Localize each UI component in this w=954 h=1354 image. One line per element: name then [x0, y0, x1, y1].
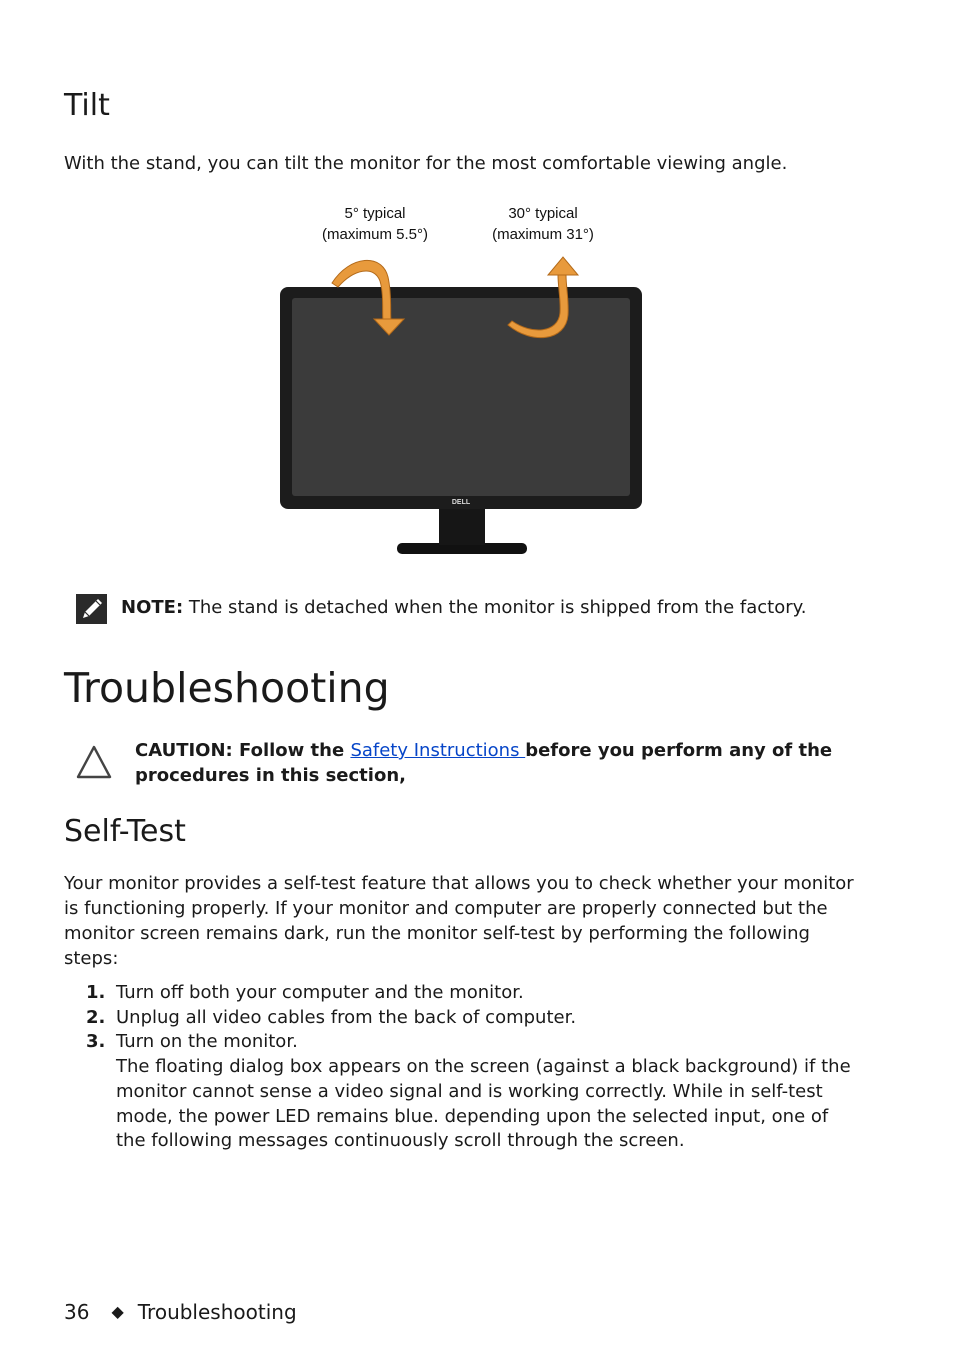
pencil-note-icon — [76, 594, 107, 624]
list-item — [86, 1030, 856, 1154]
page-footer — [64, 1300, 297, 1324]
stand-neck — [439, 505, 485, 545]
step-text: Turn off both your computer and the monitor. — [116, 982, 524, 1003]
note-body: The stand is detached when the monitor is shipped from the factory. — [183, 597, 807, 618]
tilt-heading: Tilt — [64, 88, 110, 123]
caution-prefix: CAUTION: Follow the — [135, 740, 351, 761]
back-tilt-typical: 30° typical — [508, 205, 578, 222]
step-text: Unplug all video cables from the back of computer. — [116, 1006, 577, 1028]
back-tilt-maximum: (maximum 31°) — [492, 226, 594, 243]
self-test-paragraph: Your monitor provides a self-test feature that allows you to check whether your monitor is functioning properly. If your monitor and computer are properly connected but the monitor screen remains dark, run the monitor self-test by performing the following steps: — [64, 873, 854, 969]
tilt-paragraph: With the stand, you can tilt the monitor for the most comfortable viewing angle. — [64, 153, 788, 174]
self-test-steps — [86, 981, 856, 1154]
dell-logo: DELL — [451, 499, 471, 506]
step-number: 1. — [86, 982, 106, 1003]
step-number: 2. — [86, 1006, 106, 1028]
step-detail: The floating dialog box appears on the screen (against a black background) if the monitor cannot sense a video signal and is working correctly. While in self-test mode, the power LED remains blue. depending upon the selected input, one of the following messages continuously scroll through the screen. — [116, 1056, 851, 1152]
list-item — [86, 981, 856, 1006]
warning-triangle-icon — [75, 744, 113, 780]
caution-suffix: before you perform any of the procedures in this section, — [135, 740, 833, 786]
front-tilt-typical: 5° typical — [344, 205, 406, 222]
monitor-tilt-figure — [270, 195, 660, 570]
safety-instructions-link[interactable]: Safety Instructions — [350, 740, 526, 761]
note-text — [121, 597, 806, 618]
note-label: NOTE: — [121, 597, 184, 618]
step-number: 3. — [86, 1031, 106, 1053]
step-text: Turn on the monitor. — [116, 1031, 298, 1053]
troubleshooting-heading: Troubleshooting — [64, 664, 390, 712]
caution-text — [135, 738, 855, 788]
diamond-icon: ◆ — [111, 1302, 124, 1321]
list-item — [86, 1006, 856, 1031]
monitor-screen — [292, 298, 630, 496]
monitor-illustration — [270, 195, 660, 570]
self-test-heading: Self-Test — [64, 814, 186, 849]
page-number: 36 — [64, 1300, 90, 1324]
front-tilt-maximum: (maximum 5.5°) — [321, 226, 428, 243]
footer-section: Troubleshooting — [137, 1300, 297, 1324]
